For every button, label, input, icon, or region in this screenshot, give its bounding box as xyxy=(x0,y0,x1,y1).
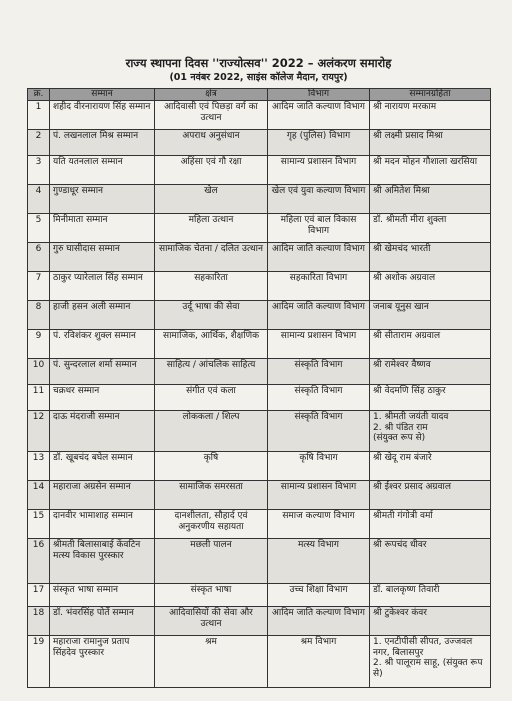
recipient-cell xyxy=(370,359,491,385)
recipient-line: श्री नारायण मरकाम xyxy=(373,102,437,112)
award-cell: पं. रविशंकर शुक्ल सम्मान xyxy=(50,330,155,359)
recipient-cell xyxy=(370,481,491,510)
award-cell: डॉ. भंवरसिंह पोर्ते सम्मान xyxy=(50,607,155,636)
award-cell: दानवीर भामाशाह सम्मान xyxy=(50,510,155,539)
recipient-cell xyxy=(370,330,491,359)
table-row xyxy=(28,272,491,301)
recipient-line: 2. श्री पंडित राम xyxy=(373,422,428,433)
category-cell: सहकारिता xyxy=(155,272,268,301)
recipient-line: डॉ. बालकृष्ण तिवारी xyxy=(373,585,440,595)
department-cell: गृह (पुलिस) विभाग xyxy=(268,130,370,156)
table-row xyxy=(28,411,491,452)
department-cell: संस्कृति विभाग xyxy=(268,411,370,452)
recipient-cell xyxy=(370,130,491,156)
category-cell: संगीत एवं कला xyxy=(155,385,268,411)
serial-cell: 7 xyxy=(28,272,50,301)
awards-table xyxy=(27,88,491,688)
recipient-line: श्री अमितेश मिश्रा xyxy=(373,186,430,196)
serial-cell: 14 xyxy=(28,481,50,510)
department-cell: सामान्य प्रशासन विभाग xyxy=(268,481,370,510)
serial-cell: 11 xyxy=(28,385,50,411)
category-cell: सामाजिक चेतना / दलित उत्थान xyxy=(155,243,268,272)
recipient-line: श्री लक्ष्मी प्रसाद मिश्रा xyxy=(373,131,443,141)
table-row xyxy=(28,636,491,688)
recipient-line: श्री रामेश्वर वैष्णव xyxy=(373,360,431,370)
category-cell: उर्दू भाषा की सेवा xyxy=(155,301,268,330)
award-cell: शहीद वीरनारायण सिंह सम्मान xyxy=(50,101,155,130)
department-cell: श्रम विभाग xyxy=(268,636,370,688)
serial-cell: 19 xyxy=(28,636,50,688)
recipient-cell xyxy=(370,156,491,185)
serial-cell: 15 xyxy=(28,510,50,539)
category-cell: दानशीलता, सौहार्द एवं अनुकरणीय सहायता xyxy=(155,510,268,539)
recipient-line: श्री सीताराम अग्रवाल xyxy=(373,331,441,341)
category-cell: महिला उत्थान xyxy=(155,214,268,243)
header-department: विभाग xyxy=(268,89,370,101)
award-cell: ठाकुर प्यारेलाल सिंह सम्मान xyxy=(50,272,155,301)
serial-cell: 12 xyxy=(28,411,50,452)
recipient-cell xyxy=(370,385,491,411)
header-award: सम्मान xyxy=(50,89,155,101)
recipient-cell xyxy=(370,243,491,272)
recipient-cell xyxy=(370,452,491,481)
category-cell: खेल xyxy=(155,185,268,214)
table-row xyxy=(28,539,491,584)
category-cell: मछली पालन xyxy=(155,539,268,584)
recipient-line: श्री खेमचंद भारती xyxy=(373,244,431,254)
category-cell: लोककला / शिल्प xyxy=(155,411,268,452)
recipient-line: श्री अशोक अग्रवाल xyxy=(373,273,436,283)
category-cell: संस्कृत भाषा xyxy=(155,584,268,607)
recipient-cell xyxy=(370,101,491,130)
department-cell: खेल एवं युवा कल्याण विभाग xyxy=(268,185,370,214)
header-recipient: सम्मानग्रहिता xyxy=(370,89,491,101)
department-cell: उच्च शिक्षा विभाग xyxy=(268,584,370,607)
serial-cell: 10 xyxy=(28,359,50,385)
award-cell: हाजी हसन अली सम्मान xyxy=(50,301,155,330)
table-row xyxy=(28,607,491,636)
award-cell: मिनीमाता सम्मान xyxy=(50,214,155,243)
table-row xyxy=(28,481,491,510)
recipient-line: 1. एनटीपीसी सीपत, उज्जवल नगर, बिलासपुर xyxy=(373,637,473,658)
department-cell: सामान्य प्रशासन विभाग xyxy=(268,330,370,359)
category-cell: आदिवासी एवं पिछड़ा वर्ग का उत्थान xyxy=(155,101,268,130)
recipient-cell xyxy=(370,539,491,584)
department-cell: सामान्य प्रशासन विभाग xyxy=(268,156,370,185)
recipient-line: श्री खेदू राम बंजारे xyxy=(373,453,432,463)
recipient-cell xyxy=(370,636,491,688)
table-header-row xyxy=(28,89,491,101)
recipient-cell xyxy=(370,510,491,539)
table-row xyxy=(28,214,491,243)
serial-cell: 9 xyxy=(28,330,50,359)
table-body xyxy=(28,101,491,688)
department-cell: मत्स्य विभाग xyxy=(268,539,370,584)
award-cell: दाऊ मंदराजी सम्मान xyxy=(50,411,155,452)
recipient-line: श्री वेदमणि सिंह ठाकुर xyxy=(373,386,446,396)
recipient-line: श्री मदन मोहन गौशाला खरसिया xyxy=(373,157,478,167)
category-cell: कृषि xyxy=(155,452,268,481)
table-row xyxy=(28,510,491,539)
recipient-line: श्री टुकेश्वर कंवर xyxy=(373,608,427,618)
serial-cell: 16 xyxy=(28,539,50,584)
serial-cell: 4 xyxy=(28,185,50,214)
recipient-cell xyxy=(370,301,491,330)
table-row xyxy=(28,243,491,272)
table-row xyxy=(28,156,491,185)
table-row xyxy=(28,452,491,481)
recipient-line: डॉ. श्रीमती मीरा शुक्ला xyxy=(373,215,447,225)
recipient-line: श्रीमती गंगोत्री वर्मा xyxy=(373,511,433,521)
category-cell: आदिवासियों की सेवा और उत्थान xyxy=(155,607,268,636)
category-cell: साहित्य / आंचलिक साहित्य xyxy=(155,359,268,385)
department-cell: कृषि विभाग xyxy=(268,452,370,481)
header-category: क्षेत्र xyxy=(155,89,268,101)
recipient-line: श्री रूपचंद धीवर xyxy=(373,540,427,550)
table-row xyxy=(28,584,491,607)
serial-cell: 1 xyxy=(28,101,50,130)
table-row xyxy=(28,330,491,359)
recipient-cell xyxy=(370,185,491,214)
award-cell: चक्रधर सम्मान xyxy=(50,385,155,411)
recipient-cell xyxy=(370,411,491,452)
award-cell: यति यतनलाल सम्मान xyxy=(50,156,155,185)
recipient-cell xyxy=(370,214,491,243)
category-cell: सामाजिक, आर्थिक, शैक्षणिक xyxy=(155,330,268,359)
recipient-line: 2. श्री पालूराम साहू, (संयुक्त रूप से) xyxy=(373,658,483,679)
award-cell: पं. सुन्दरलाल शर्मा सम्मान xyxy=(50,359,155,385)
recipient-cell xyxy=(370,272,491,301)
department-cell: संस्कृति विभाग xyxy=(268,359,370,385)
department-cell: आदिम जाति कल्याण विभाग xyxy=(268,243,370,272)
department-cell: आदिम जाति कल्याण विभाग xyxy=(268,301,370,330)
table-row xyxy=(28,301,491,330)
document-title: राज्य स्थापना दिवस ''राज्योत्सव'' 2022 – अलंकरण समारोह xyxy=(125,56,392,70)
award-cell: गुण्डाधूर सम्मान xyxy=(50,185,155,214)
recipient-line: (संयुक्त रूप से) xyxy=(373,433,426,443)
recipient-cell xyxy=(370,607,491,636)
department-cell: आदिम जाति कल्याण विभाग xyxy=(268,607,370,636)
serial-cell: 3 xyxy=(28,156,50,185)
award-cell: महाराजा अग्रसेन सम्मान xyxy=(50,481,155,510)
serial-cell: 13 xyxy=(28,452,50,481)
document-subtitle: (01 नवंबर 2022, साइंस कॉलेज मैदान, रायपुर) xyxy=(169,72,348,83)
award-cell: गुरु घासीदास सम्मान xyxy=(50,243,155,272)
serial-cell: 5 xyxy=(28,214,50,243)
serial-cell: 17 xyxy=(28,584,50,607)
serial-cell: 8 xyxy=(28,301,50,330)
recipient-line: 1. श्रीमती जयंती यादव xyxy=(373,412,449,422)
department-cell: सहकारिता विभाग xyxy=(268,272,370,301)
table-row xyxy=(28,101,491,130)
department-cell: आदिम जाति कल्याण विभाग xyxy=(268,101,370,130)
recipient-cell xyxy=(370,584,491,607)
department-cell: समाज कल्याण विभाग xyxy=(268,510,370,539)
category-cell: अहिंसा एवं गौ रक्षा xyxy=(155,156,268,185)
category-cell: सामाजिक समरसता xyxy=(155,481,268,510)
award-cell: श्रीमती बिलासाबाई केंवटिन मत्स्य विकास पुरस्कार xyxy=(50,539,155,584)
header-serial: क्र. xyxy=(28,89,50,101)
department-cell: महिला एवं बाल विकास विभाग xyxy=(268,214,370,243)
table-row xyxy=(28,130,491,156)
recipient-line: जनाब यूनुस खान xyxy=(373,302,429,312)
serial-cell: 2 xyxy=(28,130,50,156)
award-cell: संस्कृत भाषा सम्मान xyxy=(50,584,155,607)
award-cell: महाराजा रामानुज प्रताप सिंहदेव पुरस्कार xyxy=(50,636,155,688)
table-row xyxy=(28,385,491,411)
department-cell: संस्कृति विभाग xyxy=(268,385,370,411)
table-row xyxy=(28,185,491,214)
category-cell: श्रम xyxy=(155,636,268,688)
recipient-line: श्री ईश्वर प्रसाद अग्रवाल xyxy=(373,482,451,492)
table-row xyxy=(28,359,491,385)
serial-cell: 6 xyxy=(28,243,50,272)
award-cell: डॉ. खूबचंद बघेल सम्मान xyxy=(50,452,155,481)
award-cell: पं. लखनलाल मिश्र सम्मान xyxy=(50,130,155,156)
category-cell: अपराध अनुसंधान xyxy=(155,130,268,156)
serial-cell: 18 xyxy=(28,607,50,636)
